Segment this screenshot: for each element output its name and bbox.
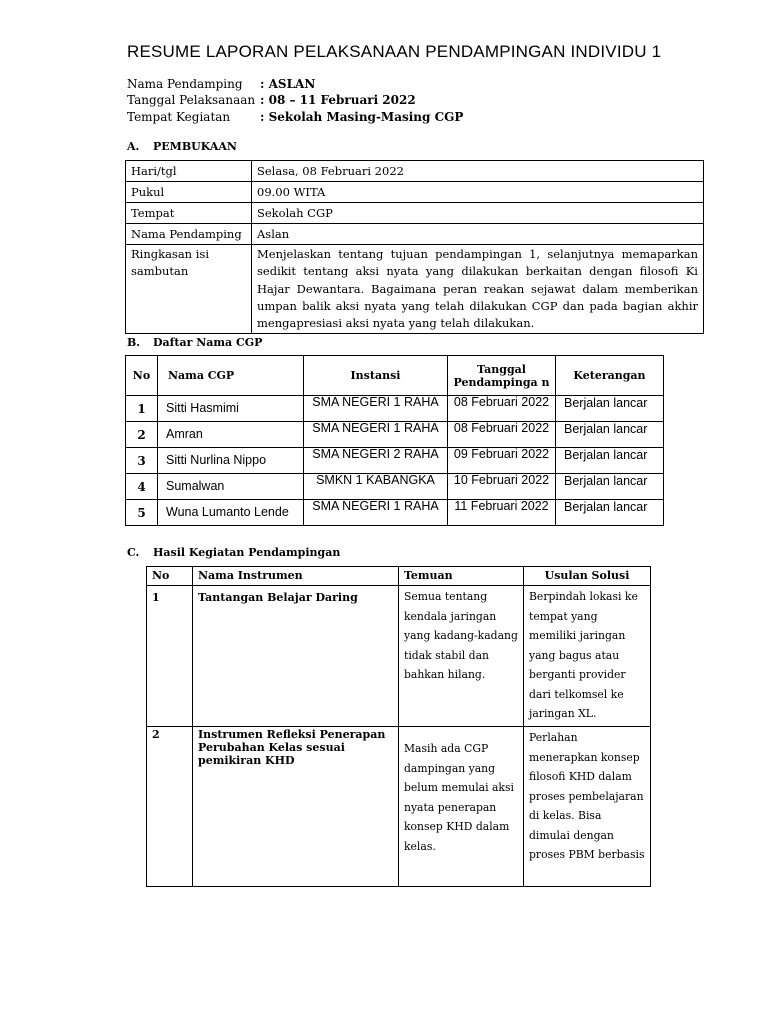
cell-tanggal: 08 Februari 2022 [448,396,556,422]
cell-no: 1 [147,586,193,727]
cell-keterangan: Berjalan lancar [556,500,664,526]
pembukaan-table [125,160,704,334]
table-row [126,245,704,334]
info-row-pendamping [127,77,315,91]
cell-instrumen: Tantangan Belajar Daring [193,586,399,727]
row-value: Aslan [252,224,704,245]
cell-nama: Wuna Lumanto Lende [158,500,304,526]
header-instansi: Instansi [304,356,448,396]
section-title: Hasil Kegiatan Pendampingan [153,546,341,559]
hasil-kegiatan-table [146,566,651,887]
cell-no: 2 [126,422,158,448]
section-a-heading [127,140,237,153]
cell-keterangan: Berjalan lancar [556,422,664,448]
row-value: Selasa, 08 Februari 2022 [252,161,704,182]
cell-instansi: SMA NEGERI 2 RAHA [304,448,448,474]
cell-solusi: Berpindah lokasi ke tempat yang memiliki jaringan yang bagus atau berganti provider dari telkomsel ke jaringan XL. [524,586,651,727]
table-row [126,203,704,224]
cell-no: 5 [126,500,158,526]
cell-no: 2 [147,727,193,887]
cell-nama: Sitti Hasmimi [158,396,304,422]
cell-instansi: SMKN 1 KABANGKA [304,474,448,500]
header-instrumen: Nama Instrumen [193,567,399,586]
cell-nama: Sitti Nurlina Nippo [158,448,304,474]
cell-keterangan: Berjalan lancar [556,396,664,422]
table-row [126,182,704,203]
section-number: A. [127,140,140,153]
cell-solusi: Perlahan menerapkan konsep filosofi KHD dalam proses pembelajaran di kelas. Bisa dimulai dengan proses PBM berbasis [524,727,651,887]
cell-tanggal: 10 Februari 2022 [448,474,556,500]
section-number: B. [127,336,141,349]
cell-instansi: SMA NEGERI 1 RAHA [304,396,448,422]
cell-no: 3 [126,448,158,474]
row-label: Nama Pendamping [126,224,252,245]
document-title: RESUME LAPORAN PELAKSANAAN PENDAMPINGAN INDIVIDU 1 [127,42,662,61]
section-title: PEMBUKAAN [153,140,237,153]
table-row [126,474,664,500]
cell-nama: Amran [158,422,304,448]
cell-keterangan: Berjalan lancar [556,474,664,500]
cell-tanggal: 09 Februari 2022 [448,448,556,474]
section-number: C. [127,546,140,559]
table-header-row [126,356,664,396]
info-label: Tempat Kegiatan [127,110,231,124]
cell-tanggal: 08 Februari 2022 [448,422,556,448]
row-label: Pukul [126,182,252,203]
info-value: : 08 – 11 Februari 2022 [260,93,416,107]
table-row [147,727,651,887]
header-nama: Nama CGP [158,356,304,396]
table-row [126,448,664,474]
cell-keterangan: Berjalan lancar [556,448,664,474]
row-value: Sekolah CGP [252,203,704,224]
header-no: No [147,567,193,586]
cgp-table [125,355,664,526]
cell-tanggal: 11 Februari 2022 [448,500,556,526]
info-row-tempat [127,110,463,124]
cell-no: 1 [126,396,158,422]
info-label: Nama Pendamping [127,77,243,91]
row-value: Menjelaskan tentang tujuan pendampingan 1, selanjutnya memaparkan sedikit tentang aksi nyata yang dilakukan berkaitan dengan filosofi Ki Hajar Dewantara. Bagaimana peran reakan sejawat dalam memberikan umpan balik aksi nyata yang telah dilakukan CGP dan pada bagian akhir mengapresiasi aksi nyata yang telah dilakukan. [252,245,704,334]
cell-no: 4 [126,474,158,500]
table-row [147,586,651,727]
info-value: : Sekolah Masing-Masing CGP [260,110,464,124]
info-value: : ASLAN [260,77,316,91]
header-solusi: Usulan Solusi [524,567,651,586]
row-label: Tempat [126,203,252,224]
info-label: Tanggal Pelaksanaan [127,93,256,107]
table-row [126,422,664,448]
info-row-tanggal [127,93,416,107]
table-header-row [147,567,651,586]
cell-instansi: SMA NEGERI 1 RAHA [304,500,448,526]
section-b-heading [127,336,262,349]
header-temuan: Temuan [399,567,524,586]
cell-temuan: Semua tentang kendala jaringan yang kadang-kadang tidak stabil dan bahkan hilang. [399,586,524,727]
table-row [126,224,704,245]
section-c-heading [127,546,340,559]
cell-instrumen: Instrumen Refleksi Penerapan Perubahan Kelas sesuai pemikiran KHD [193,727,399,887]
cell-nama: Sumalwan [158,474,304,500]
table-row [126,500,664,526]
row-value: 09.00 WITA [252,182,704,203]
row-label: Hari/tgl [126,161,252,182]
row-label: Ringkasan isi sambutan [126,245,252,334]
header-no: No [126,356,158,396]
table-row [126,396,664,422]
section-title: Daftar Nama CGP [153,336,263,349]
cell-instansi: SMA NEGERI 1 RAHA [304,422,448,448]
table-row [126,161,704,182]
header-keterangan: Keterangan [556,356,664,396]
cell-temuan: Masih ada CGP dampingan yang belum memulai aksi nyata penerapan konsep KHD dalam kelas. [399,727,524,887]
header-tanggal: Tanggal Pendampinga n [448,356,556,396]
